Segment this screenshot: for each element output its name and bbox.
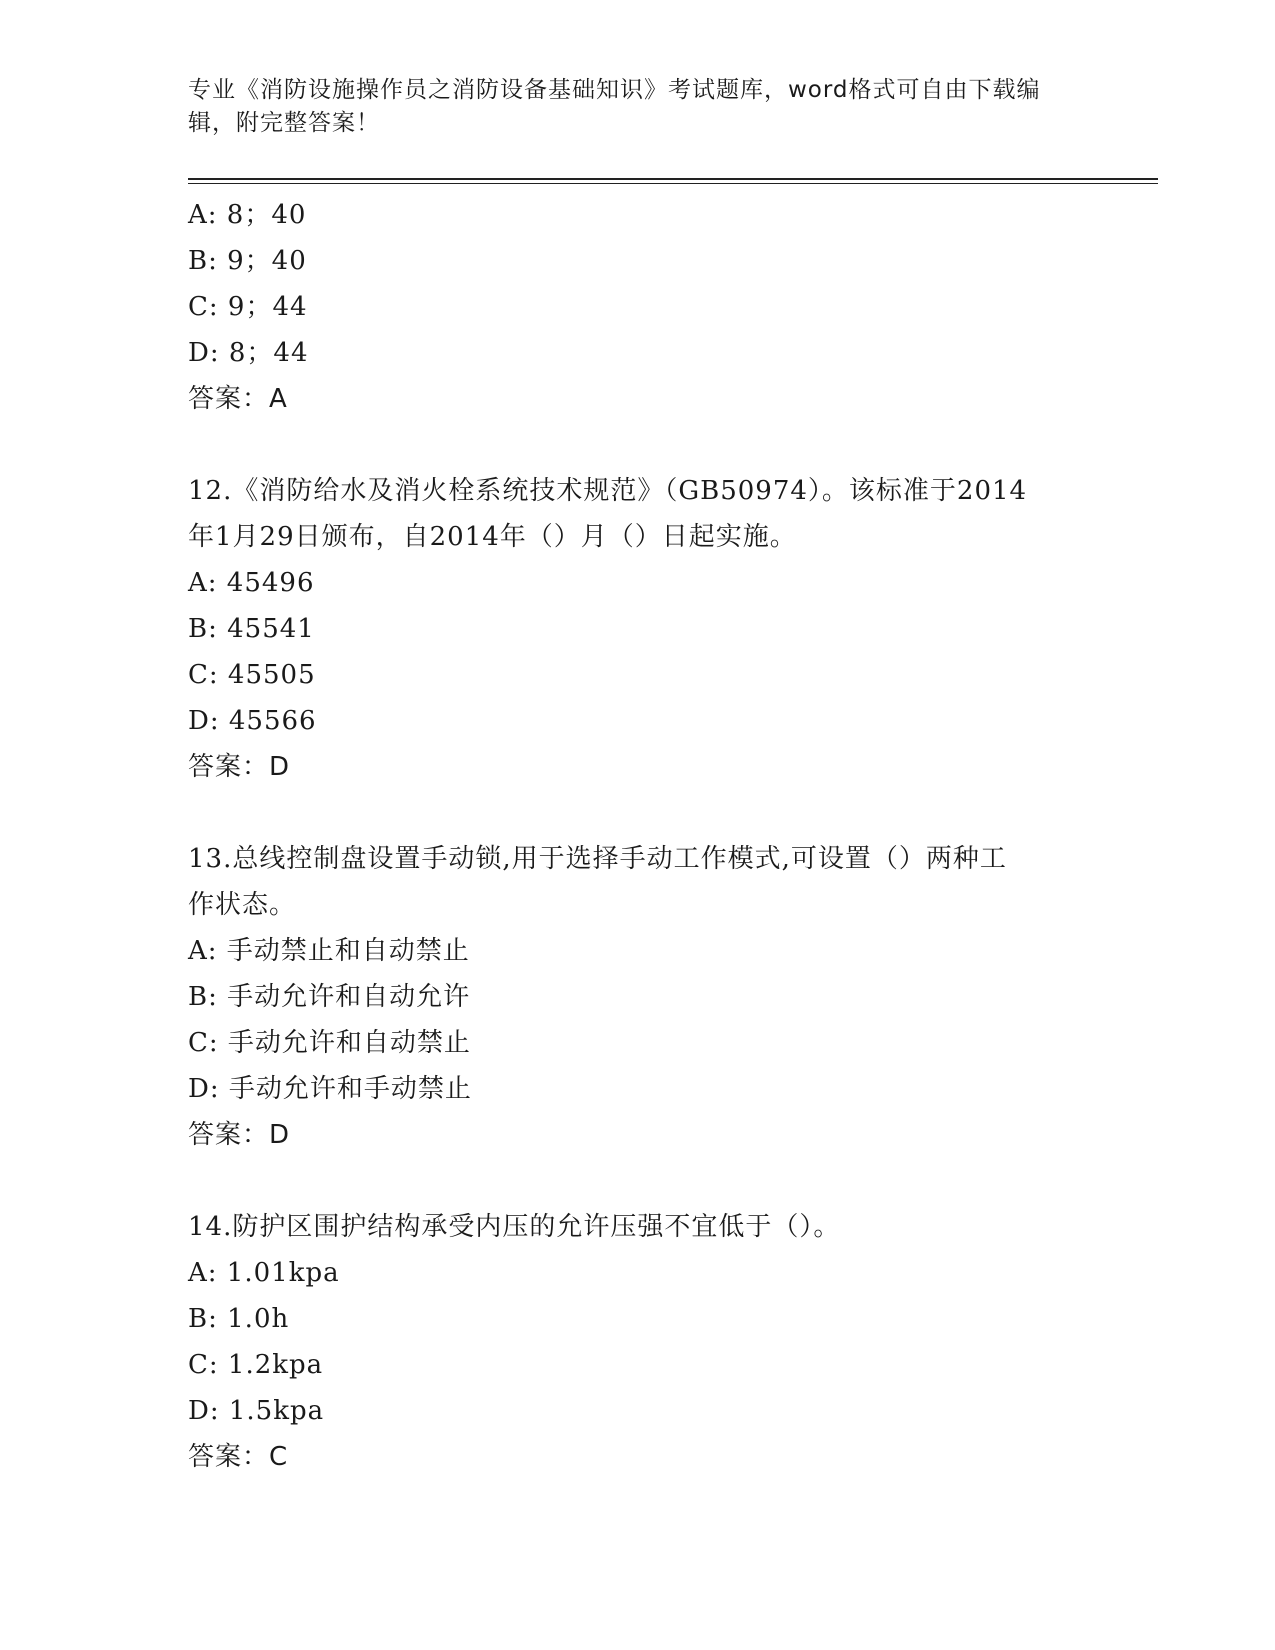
option-b: B: 手动允许和自动允许 [188,982,471,1012]
question-list [188,192,1088,1480]
option-b: B: 45541 [188,614,315,644]
question-stem-line-1: 12.《消防给水及消火栓系统技术规范》（GB50974）。该标准于2014 [188,476,1028,506]
spacer [188,1158,1088,1204]
question-stem-line-1: 14.防护区围护结构承受内压的允许压强不宜低于（）。 [188,1212,841,1242]
document-header [188,74,1068,140]
question-stem-line-2: 年1月29日颁布，自2014年（）月（）日起实施。 [188,522,797,552]
question-stem-line-1: 13.总线控制盘设置手动锁,用于选择手动工作模式,可设置（）两种工 [188,844,1007,874]
option-b: B: 9；40 [188,246,307,276]
header-line-2: 辑，附完整答案！ [188,110,380,136]
header-divider-thick [188,178,1158,180]
option-a: A: 手动禁止和自动禁止 [188,936,470,966]
question-12 [188,468,1088,790]
option-a: A: 8；40 [188,200,307,230]
option-c: C: 手动允许和自动禁止 [188,1028,471,1058]
answer-line: 答案：D [188,1120,291,1150]
header-line-1: 专业《消防设施操作员之消防设备基础知识》考试题库，word格式可自由下载编 [188,77,1041,103]
answer-line: 答案：A [188,384,288,414]
option-d: D: 45566 [188,706,317,736]
option-a: A: 45496 [188,568,315,598]
question-11 [188,192,1088,422]
option-b: B: 1.0h [188,1304,290,1334]
spacer [188,790,1088,836]
answer-line: 答案：C [188,1442,289,1472]
question-14 [188,1204,1088,1480]
option-d: D: 8；44 [188,338,309,368]
answer-line: 答案：D [188,752,291,782]
option-d: D: 手动允许和手动禁止 [188,1074,472,1104]
option-c: C: 45505 [188,660,316,690]
option-d: D: 1.5kpa [188,1396,325,1426]
header-divider-thin [188,183,1158,184]
option-a: A: 1.01kpa [188,1258,340,1288]
spacer [188,422,1088,468]
option-c: C: 1.2kpa [188,1350,324,1380]
question-13 [188,836,1088,1158]
question-stem-line-2: 作状态。 [188,890,297,920]
option-c: C: 9；44 [188,292,308,322]
